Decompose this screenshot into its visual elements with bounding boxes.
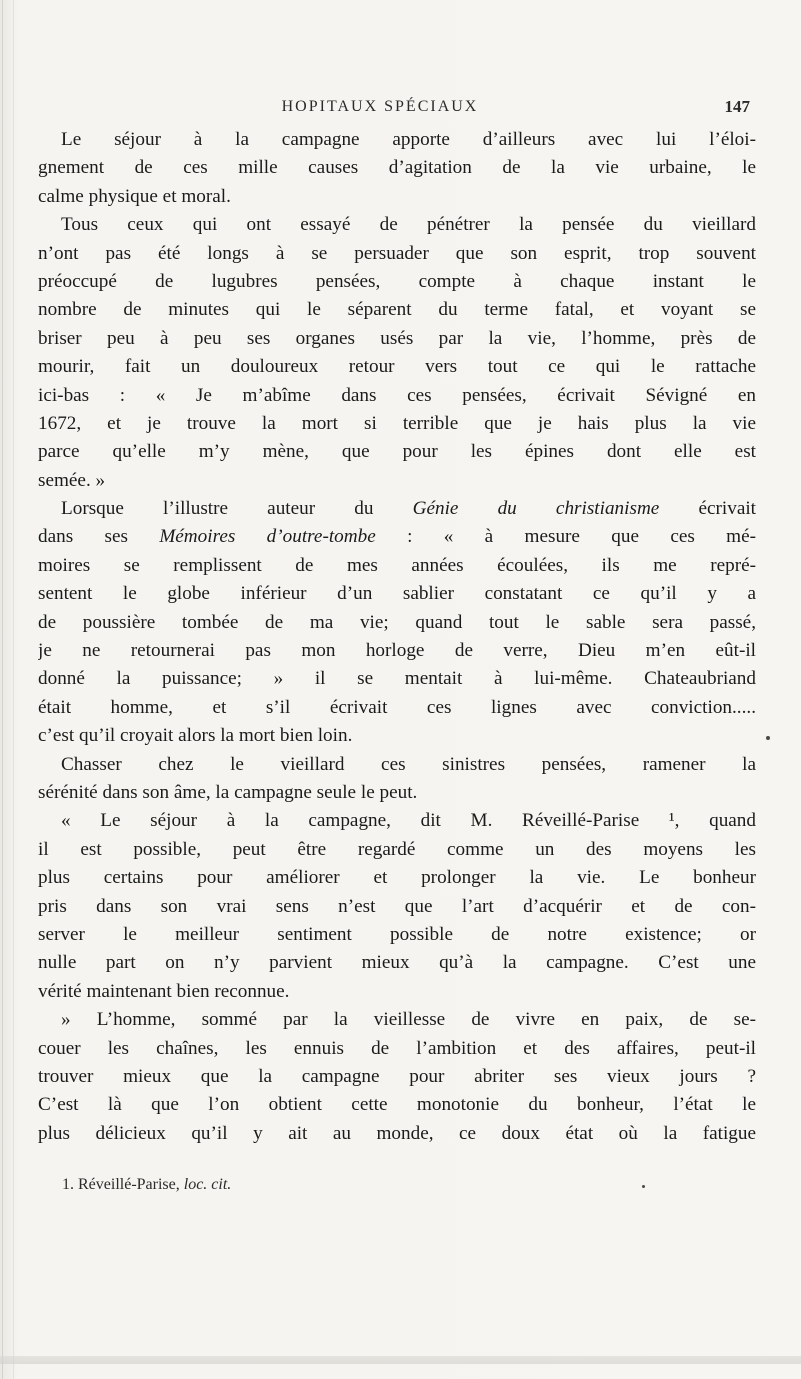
footnote-text: Réveillé-Parise, xyxy=(78,1176,180,1193)
page-bottom-edge xyxy=(0,1356,801,1364)
text-line: couer les chaînes, les ennuis de l’ambition et des affaires, peut-il xyxy=(38,1037,756,1059)
footnote xyxy=(62,1176,231,1194)
text-line: semée. » xyxy=(38,469,106,491)
text-line: mourir, fait un douloureux retour vers tout ce qui le rattache xyxy=(38,356,756,378)
text-line: c’est qu’il croyait alors la mort bien loin. xyxy=(38,725,353,747)
text-line: nombre de minutes qui le séparent du terme fatal, et voyant se xyxy=(38,299,756,321)
text-line: plus délicieux qu’il y ait au monde, ce doux état où la fatigue xyxy=(38,1122,756,1144)
page-speck xyxy=(642,1185,645,1188)
text-line: plus certains pour améliorer et prolonger la vie. Le bonheur xyxy=(38,867,756,889)
text-line: calme physique et moral. xyxy=(38,185,231,207)
text-line: il est possible, peut être regardé comme un des moyens les xyxy=(38,838,756,860)
page-speck xyxy=(766,736,770,740)
text-line: C’est là que l’on obtient cette monotonie du bonheur, l’état le xyxy=(38,1094,756,1116)
text-line: « Le séjour à la campagne, dit M. Réveillé-Parise ¹, quand xyxy=(61,810,756,832)
book-title: Génie du christianisme xyxy=(412,498,660,520)
body-text xyxy=(38,126,756,1148)
text-line: donné la puissance; » il se mentait à lui-même. Chateaubriand xyxy=(38,668,756,690)
footnote-ref: loc. cit. xyxy=(183,1176,232,1193)
text-line: ici-bas : « Je m’abîme dans ces pensées, écrivait Sévigné en xyxy=(38,384,756,406)
text-line: vérité maintenant bien reconnue. xyxy=(38,980,290,1002)
page-binding-edge xyxy=(2,0,14,1379)
text-line: nulle part on n’y parvient mieux qu’à la campagne. C’est une xyxy=(38,952,756,974)
text-line: n’ont pas été longs à se persuader que son esprit, trop souvent xyxy=(38,242,756,264)
text-line: pris dans son vrai sens n’est que l’art d’acquérir et de con- xyxy=(38,895,756,917)
text-line: briser peu à peu ses organes usés par la vie, l’homme, près de xyxy=(38,327,756,349)
text-line: de poussière tombée de ma vie; quand tout le sable sera passé, xyxy=(38,611,756,633)
text-line: server le meilleur sentiment possible de notre existence; or xyxy=(38,923,756,945)
text-line: Tous ceux qui ont essayé de pénétrer la pensée du vieillard xyxy=(61,214,756,236)
text-line: dans ses Mémoires d’outre-tombe : « à mesure que ces mé- xyxy=(38,526,756,548)
book-title: Mémoires d’outre-tombe xyxy=(159,526,376,548)
text-line: gnement de ces mille causes d’agitation de la vie urbaine, le xyxy=(38,157,756,179)
text-line: Chasser chez le vieillard ces sinistres pensées, ramener la xyxy=(61,753,756,775)
text-line: sérénité dans son âme, la campagne seule le peut. xyxy=(38,781,418,803)
text-line: je ne retournerai pas mon horloge de verre, Dieu m’en eût-il xyxy=(38,640,756,662)
text-line: parce qu’elle m’y mène, que pour les épines dont elle est xyxy=(38,441,756,463)
text-line: moires se remplissent de mes années écoulées, ils me repré- xyxy=(38,554,756,576)
text-line: était homme, et s’il écrivait ces lignes avec conviction..... xyxy=(38,696,756,718)
text-line: 1672, et je trouve la mort si terrible que je hais plus la vie xyxy=(38,412,756,434)
text-line: Lorsque l’illustre auteur du Génie du christianisme écrivait xyxy=(61,498,756,520)
page-header xyxy=(60,98,750,122)
text-line: Le séjour à la campagne apporte d’ailleurs avec lui l’éloi- xyxy=(61,129,756,150)
page-number: 147 xyxy=(724,97,750,116)
text-line: » L’homme, sommé par la vieillesse de vivre en paix, de se- xyxy=(61,1009,756,1031)
text-line: préoccupé de lugubres pensées, compte à chaque instant le xyxy=(38,270,756,292)
text-line: trouver mieux que la campagne pour abriter ses vieux jours ? xyxy=(38,1065,756,1087)
footnote-number: 1. xyxy=(62,1176,74,1193)
text-line: sentent le globe inférieur d’un sablier constatant ce qu’il y a xyxy=(38,583,756,605)
running-head: HOPITAUX SPÉCIAUX xyxy=(281,98,479,115)
